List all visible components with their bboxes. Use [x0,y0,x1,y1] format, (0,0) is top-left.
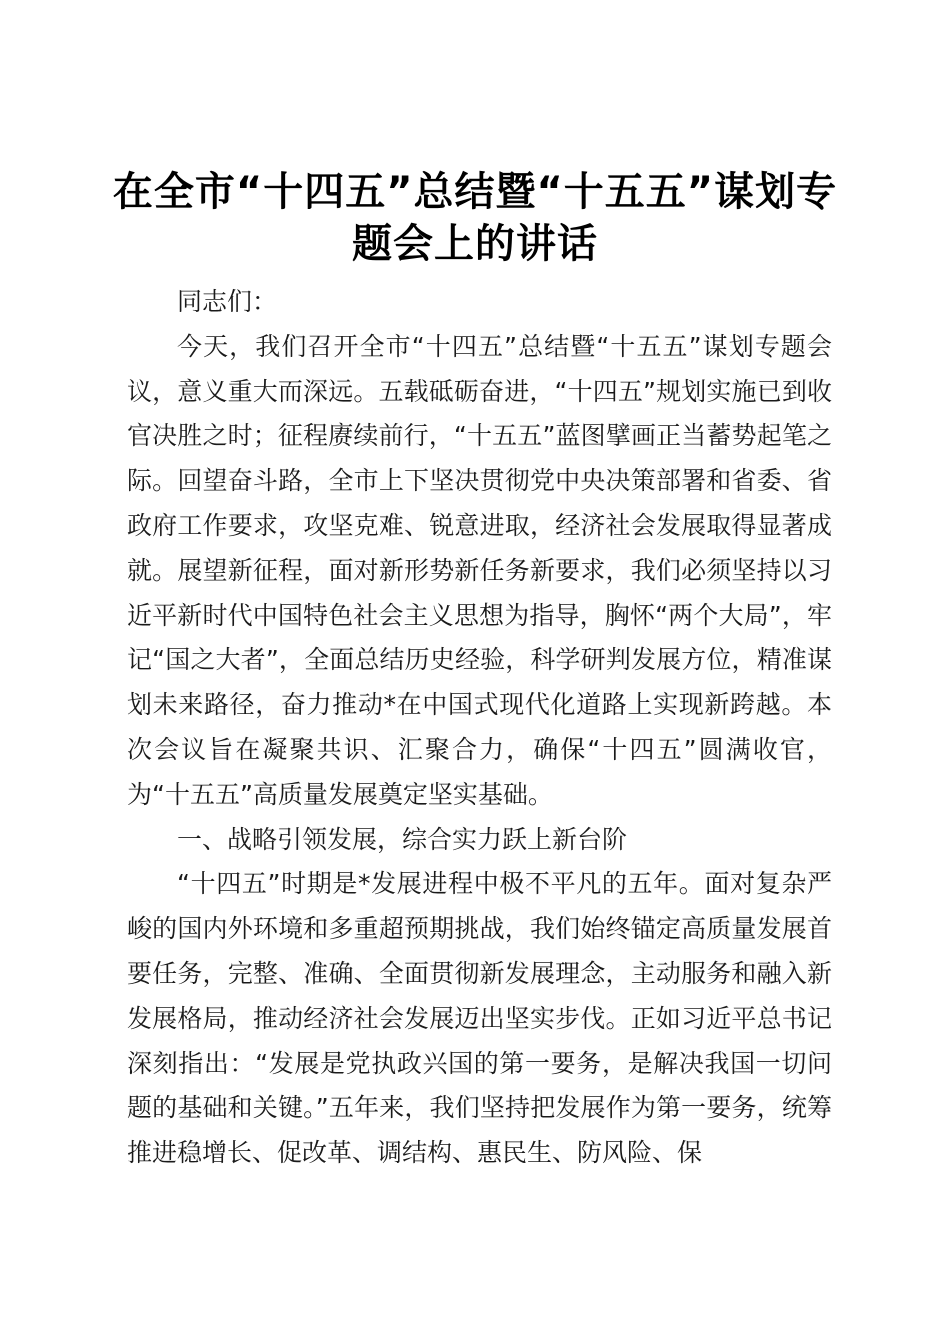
document-body [127,280,832,1176]
document-title: 在全市“十四五”总结暨“十五五”谋划专题会上的讲话 [112,169,838,267]
section-heading: 一、战略引领发展，综合实力跃上新台阶 [177,824,628,854]
salutation: 同志们： [177,287,278,316]
intro-paragraph: 今天，我们召开全市“十四五”总结暨“十五五”谋划专题会议，意义重大而深远。五载砥砺奋进，“十四五”规划实施已到收官决胜之时；征程赓续前行，“十五五”蓝图擘画正当蓄势起笔之际。回望奋斗路，全市上下坚决贯彻党中央决策部署和省委、省政府工作要求，攻坚克难、锐意进取，经济社会发展取得显著成就。展望新征程，面对新形势新任务新要求，我们必须坚持以习近平新时代中国特色社会主义思想为指导，胸怀“两个大局”，牢记“国之大者”，全面总结历史经验，科学研判发展方位，精准谋划未来路径，奋力推动*在中国式现代化道路上实现新跨越。本次会议旨在凝聚共识、汇聚合力，确保“十四五”圆满收官，为“十五五”高质量发展奠定坚实基础。 [127,331,832,809]
section-paragraph: “十四五”时期是*发展进程中极不平凡的五年。面对复杂严峻的国内外环境和多重超预期挑战，我们始终锚定高质量发展首要任务，完整、准确、全面贯彻新发展理念，主动服务和融入新发展格局，推动经济社会发展迈出坚实步伐。正如习近平总书记深刻指出：“发展是党执政兴国的第一要务，是解决我国一切问题的基础和关键。”五年来，我们坚持把发展作为第一要务，统筹推进稳增长、促改革、调结构、惠民生、防风险、保 [127,869,832,1168]
